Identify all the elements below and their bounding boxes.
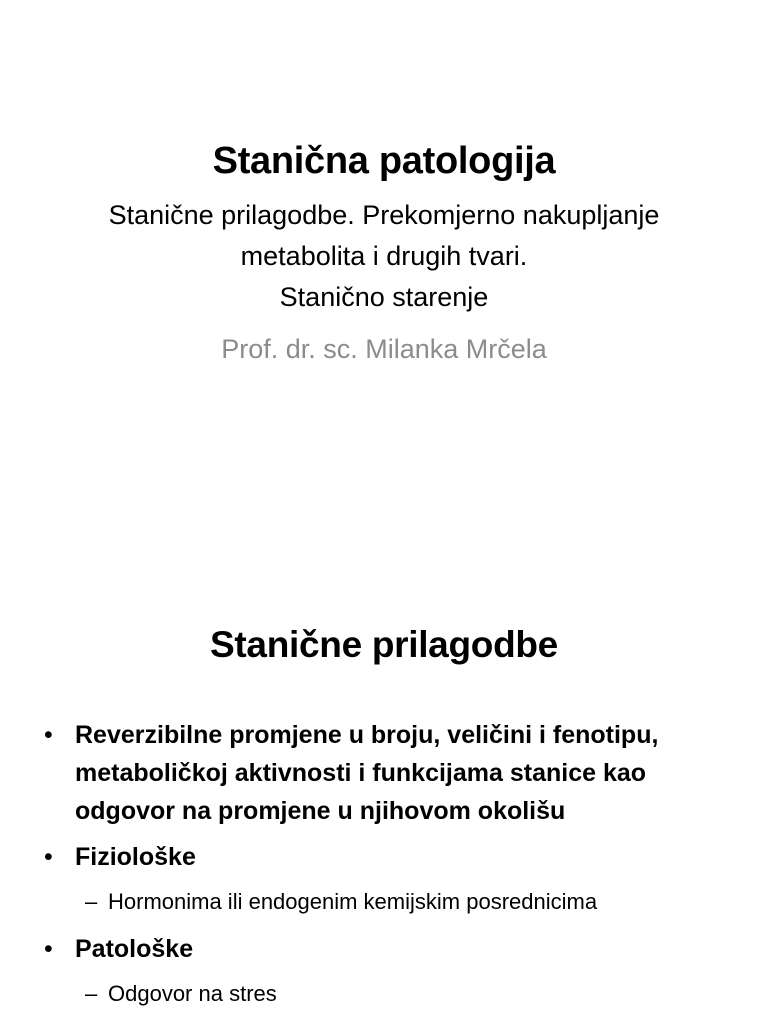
bullet-icon: • <box>44 935 53 963</box>
bullet-text: Reverzibilne promjene u broju, veličini i fenotipu, metaboličkoj aktivnosti i funkcijama stanice kao odgovor na promjene u njihovom okolišu <box>75 721 659 825</box>
bullet-item <box>44 716 744 830</box>
slide-title: Stanična patologija <box>212 140 556 182</box>
bullet-text: Fiziološke <box>75 843 196 871</box>
subtitle-line: Stanično starenje <box>279 282 489 312</box>
sub-bullet-text: Odgovor na stres <box>108 981 277 1006</box>
slide-title: Stanične prilagodbe <box>210 624 558 665</box>
sub-bullet-item <box>44 884 744 920</box>
bullet-item <box>44 838 744 876</box>
bullet-icon: • <box>44 721 53 749</box>
dash-icon: – <box>85 981 98 1006</box>
dash-icon: – <box>85 889 98 914</box>
subtitle-line: metabolita i drugih tvari. <box>240 241 528 271</box>
subtitle-line: Stanične prilagodbe. Prekomjerno nakupljanje <box>108 200 660 230</box>
slide-subtitle <box>40 195 728 318</box>
bullet-list <box>44 716 744 1022</box>
bullet-icon: • <box>44 843 53 871</box>
sub-bullet-item <box>44 976 744 1012</box>
sub-bullet-text: Hormonima ili endogenim kemijskim posrednicima <box>108 889 598 914</box>
bullet-text: Patološke <box>75 935 194 963</box>
content-slide <box>0 576 768 1024</box>
bullet-item <box>44 930 744 968</box>
author-name: Prof. dr. sc. Milanka Mrčela <box>221 334 547 364</box>
